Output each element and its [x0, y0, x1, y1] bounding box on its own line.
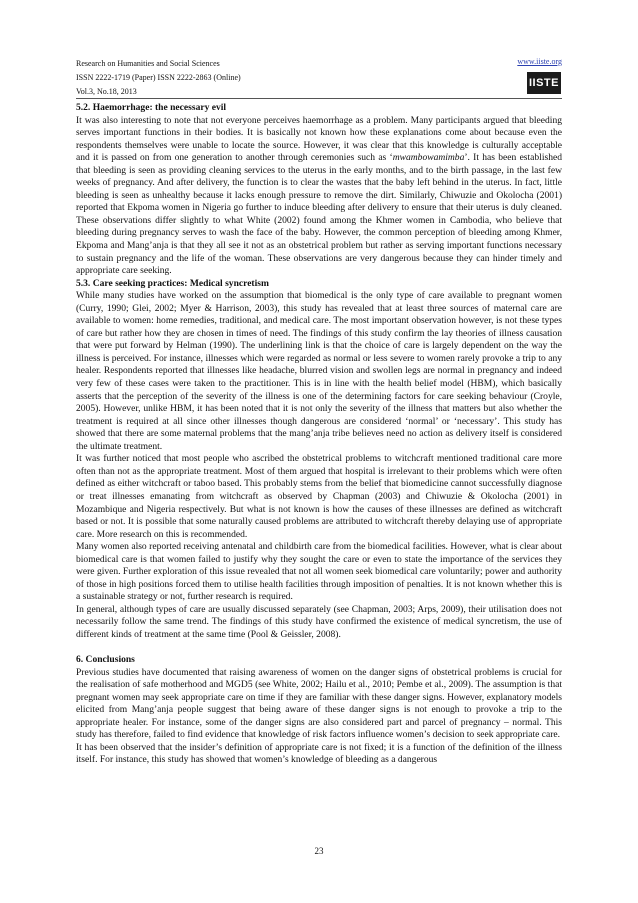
journal-title: Research on Humanities and Social Sciences [76, 59, 220, 68]
page-number: 23 [314, 846, 324, 856]
paragraph: Many women also reported receiving antenatal and childbirth care from the biomedical facilities. However, what is clear about biomedical care is that women failed to justify why they sought the care or even to state the importance of the services they were given. Further exploration of this issue revealed that not all women seek biomedical care voluntarily; power and authority of those in high positions forced them to utilise health facilities through imposition of penalties. It is not known whether this is a sustainable strategy or not, further research is required. [76, 541, 562, 603]
iiste-logo: IISTE [527, 72, 561, 94]
paragraph-text: It was also interesting to note that not everyone perceives haemorrhage as a problem. Many participants argued that bleeding serves important functions in their bodies. It is basically not known how these explanations come about because even the respondents themselves were unable to locate the source. However, it was clear that this knowledge is culturally acceptable and it is passed on from one generation to another through ceremonies such as ‘ [76, 114, 562, 164]
section-heading-5-2: 5.2. Haemorrhage: the necessary evil [76, 102, 227, 113]
paragraph: It was further noticed that most people who ascribed the obstetrical problems to witchcraft mentioned traditional care more often than not as the appropriate treatment. Most of them argued that hospital is irrelevant to their problems which were often defined as either witchcraft or taboo based. This probably stems from the belief that biomedicine cannot successfully diagnose or treat illnesses emanating from witchcraft as observed by Chapman (2003) and Chiwuzie & Okolocha (2001) in Mozambique and Nigeria respectively. But what is not known is how the causes of these illnesses are defined as witchcraft based or not. It is possible that some naturally caused problems are attributed to witchcraft thereby delaying use of appropriate care. More research on this is recommended. [76, 453, 562, 540]
paragraph: Previous studies have documented that raising awareness of women on the danger signs of obstetrical problems is crucial for the realisation of safe motherhood and MGD5 (see White, 2002; Hailu et al., 2010; Pembe et al., 2009). The assumption is that pregnant women may seek appropriate care on time if they are familiar with these danger signs. However, explanatory models elicited from Mang’anja people suggest that being aware of these danger signs is not enough to provoke a trip to the appropriate healer. For instance, some of the danger signs are also considered part and parcel of pregnancy – normal. This study has therefore, failed to find evidence that knowledge of risk factors influence women’s decision to seek appropriate care. [76, 666, 562, 741]
ceremony-term: mwambowamimba [392, 152, 465, 164]
paragraph: In general, although types of care are usually discussed separately (see Chapman, 2003; Arps, 2009), their utilisation does not necessarily follow the same trend. The findings of this study have confirmed the existence of medical syncretism, the use of different kinds of treatment at the same time (Pool & Geissler, 2008). [76, 603, 562, 640]
paragraph-text: ’. It has been established that bleeding is seen as providing cleaning services to the uterus in the early months, and to the birth passage, in the last few weeks of pregnancy. And after delivery, the function is to clear the wastes that the baby left behind in the uterus. In fact, little bleeding is seen as unhealthy because it lacks enough pressure to remove the dirt. Similarly, Chiwuzie and Okolocha (2001) reported that Ekpoma women in Nigeria go further to induce bleeding after delivery to ensure that their uterus is duly cleaned. These observations differ slightly to what White (2002) found among the Khmer women in Cambodia, who believe that bleeding during pregnancy serves to wash the face of the baby. However, the common perception of bleeding among Khmer, Ekpoma and Mang’anja is that they all see it not as an obstetrical problem but rather as serving important functions necessary to sustain pregnancy and the life of the woman. These observations are very dangerous because they can hinder timely and appropriate care seeking. [76, 152, 562, 277]
paragraph [76, 115, 562, 278]
section-heading-6: 6. Conclusions [76, 654, 135, 666]
journal-volume: Vol.3, No.18, 2013 [76, 87, 137, 96]
section-gap [76, 642, 562, 655]
journal-header [76, 57, 241, 99]
paragraph: It has been observed that the insider’s definition of appropriate care is not fixed; it is a function of the definition of the illness itself. For instance, this study has showed that women’s knowledge of bleeding as a dangerous [76, 741, 562, 766]
header-divider [76, 98, 562, 99]
article-body [76, 102, 562, 767]
paragraph: While many studies have worked on the assumption that biomedical is the only type of care available to pregnant women (Curry, 1990; Glei, 2002; Myer & Harrison, 2003), this study has revealed that at least three sources of maternal care are available to women: home remedies, traditional, and medical care. The most important observation however, is not these types of care but rather how they are chosen in times of need. The findings of this study confirm the lay theories of illness causation that were put forward by Helman (1990). The underlining link is that the choice of care is largely dependent on the way the illness is perceived. For instance, illnesses which were regarded as normal or less severe to women rarely provoke a trip to any healer. Respondents reported that illnesses like headache, blurred vision and swollen legs are normal in pregnancy and indeed very few of these cases were taken to the practitioner. This is in line with the health belief model (HBM), which basically asserts that the perception of the severity of the illness is one of the determining factors for care seeking behaviour (Croyle, 2005). However, unlike HBM, it has been noted that it is not only the severity of the illness that matters but also whether the treatment is required at all since other illnesses though dangerous are considered ‘normal’ or ‘necessary’. This study has showed that there are some maternal problems that the mang’anja tribe believes need no action as delivery itself is considered the ultimate treatment. [76, 290, 562, 452]
section-heading-5-3: 5.3. Care seeking practices: Medical syncretism [76, 277, 269, 289]
journal-issn: ISSN 2222-1719 (Paper) ISSN 2222-2863 (Online) [76, 73, 241, 82]
journal-url-link[interactable]: www.iiste.org [517, 57, 562, 66]
